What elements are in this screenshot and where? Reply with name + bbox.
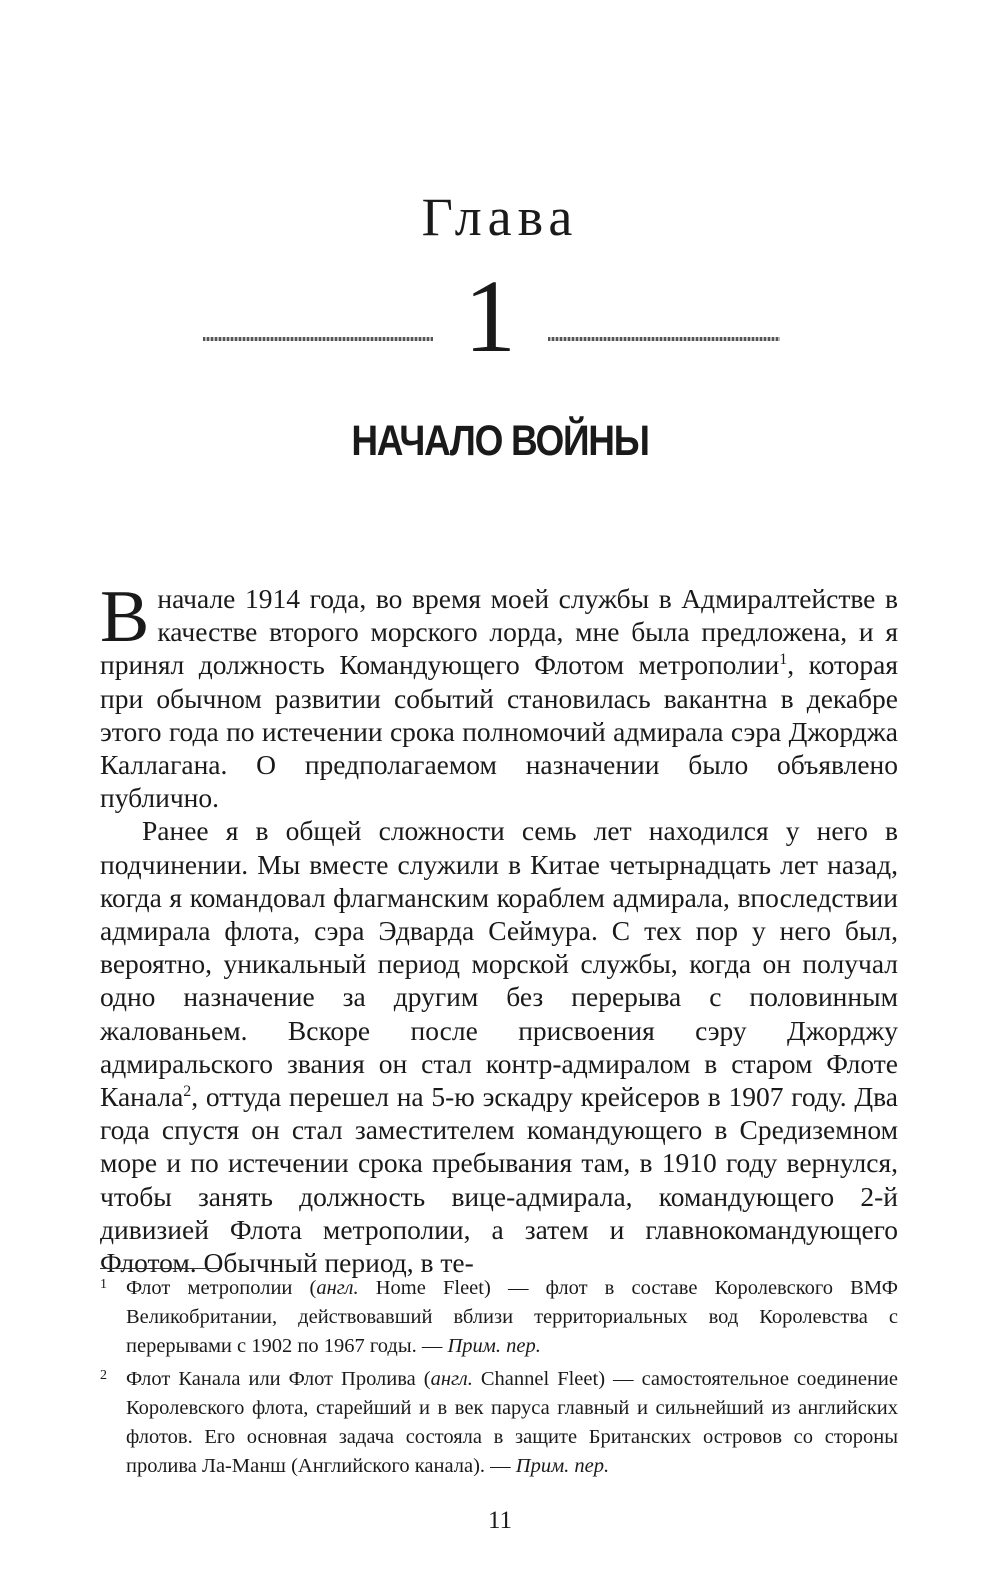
- chapter-number: 1: [464, 259, 516, 374]
- footnote-divider: [100, 1268, 220, 1269]
- paragraph-1-text-a: начале 1914 года, во время моей службы в Адмиралтействе в качестве второго морского лорда, мне была предложена, и я принял должность Командующего Флотом метрополии: [100, 583, 898, 681]
- footnote-text: Home Fleet) — флот в составе Королевского ВМФ Великобритании, действовавший вблизи территориальных вод Королевства с перерывами с 1902 по 1967 годы. —: [126, 1277, 898, 1357]
- decorative-rule-right: [548, 337, 780, 341]
- footnote-italic: англ.: [316, 1277, 359, 1299]
- footnote-note: Прим. пер.: [515, 1455, 610, 1477]
- paragraph-1-text-b: , которая при обычном развитии событий становилась вакантна в декабре этого года по истечении срока полномочий адмирала сэра Джорджа Каллагана. О предполагаемом назначении было объявлено публично.: [100, 649, 898, 814]
- body-text: [100, 576, 898, 1279]
- chapter-title: НАЧАЛО ВОЙНЫ: [351, 417, 649, 465]
- footnote-1: [100, 1274, 898, 1361]
- paragraph-1: [100, 576, 898, 814]
- drop-cap: В: [100, 576, 150, 658]
- footnote-text: Channel Fleet) — самостоятельное соединение Королевского флота, старейший и в век паруса главный и сильнейший из английских флотов. Его основная задача состояла в защите Британских островов со стороны пролива Ла-Манш (Английского канала). —: [126, 1368, 898, 1477]
- footnote-ref-2[interactable]: 2: [183, 1082, 192, 1100]
- chapter-number-row: [0, 259, 1000, 374]
- chapter-label: Глава: [421, 187, 579, 247]
- page-number: 11: [487, 1507, 513, 1534]
- footnote-ref-1[interactable]: 1: [779, 651, 788, 669]
- decorative-rule-left: [203, 337, 433, 341]
- footnote-2: [100, 1365, 898, 1481]
- paragraph-2: [100, 814, 898, 1279]
- footnote-text: Флот Канала или Флот Пролива (: [126, 1368, 431, 1390]
- footnote-italic: англ.: [430, 1368, 473, 1390]
- footnote-marker: 1: [100, 1277, 107, 1292]
- footnote-marker: 2: [100, 1368, 107, 1383]
- footnote-note: Прим. пер.: [447, 1335, 541, 1357]
- footnote-text: Флот метрополии (: [126, 1277, 317, 1299]
- paragraph-2-text-a: Ранее я в общей сложности семь лет находился у него в подчинении. Мы вместе служили в Китае четырнадцать лет назад, когда я командовал флагманским кораблем адмирала, впоследствии адмирала флота, сэра Эдварда Сеймура. С тех пор у него был, вероятно, уникальный период морской службы, когда он получал одно назначение за другим без перерыва с половинным жалованьем. Вскоре после присвоения сэру Джорджу адмиральского звания он стал контр-адмиралом в старом Флоте Канала: [100, 815, 898, 1113]
- paragraph-2-text-b: , оттуда перешел на 5-ю эскадру крейсеров в 1907 году. Два года спустя он стал заместителем командующего в Средиземном море и по истечении срока пребывания там, в 1910 году вернулся, чтобы занять должность вице-адмирала, командующего 2-й дивизией Флота метрополии, а затем и главнокомандующего Флотом. Обычный период, в те-: [100, 1081, 898, 1279]
- footnotes: [100, 1274, 898, 1485]
